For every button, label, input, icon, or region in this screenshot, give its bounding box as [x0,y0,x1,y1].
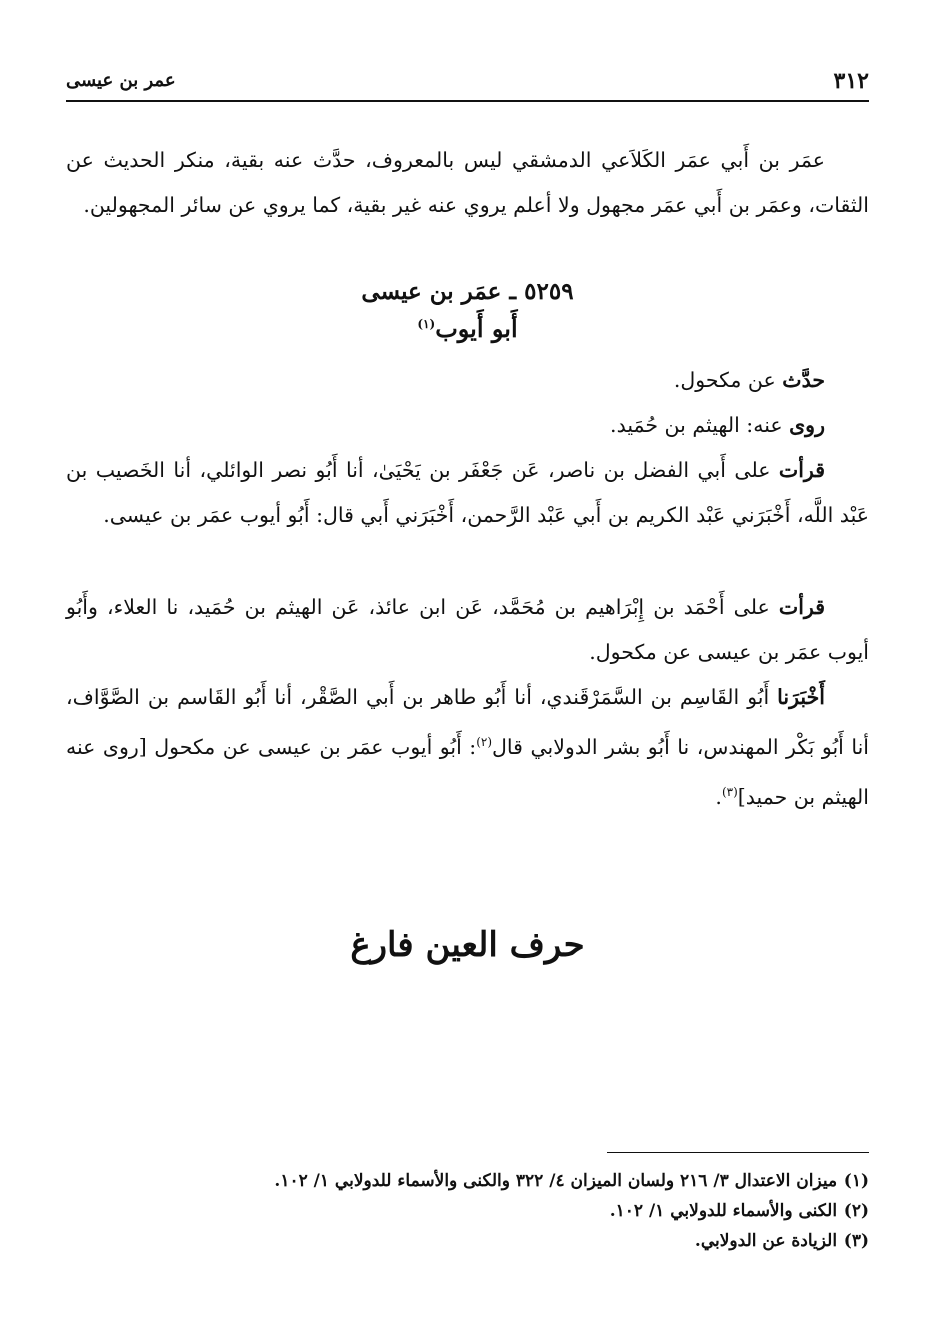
entry-paragraph-3 [66,448,869,538]
keyword-haddatha: حدَّث [782,368,825,392]
section-heading: حرف العين فارغ [350,925,585,965]
footnote-1 [66,1166,869,1196]
entry-title: ٥٢٥٩ ـ عمَر بن عيسى [361,278,574,305]
paragraph-text: أَبُو القَاسِم بن السَّمَرْقَندي، أنا أَبُو طاهر بن أَبي الصَّقْر، أنا أَبُو القَاسم بن الصَّوَّاف، أنا أَبُو بَكْر المهندس، نا أَبُو بشر الدولابي قال [66,685,869,759]
footnote-ref-1: (١) [417,317,436,331]
keyword-qaratu: قرأت [778,458,825,482]
footnote-text: ميزان الاعتدال ٣/ ٢١٦ ولسان الميزان ٤/ ٣٢٢ والكنى والأسماء للدولابي ١/ ١٠٢. [274,1171,838,1191]
footnote-3 [66,1226,869,1256]
entry-kunya [66,314,869,343]
footnote-mark: (١) [843,1171,869,1191]
entry-paragraph-4 [66,585,869,675]
footnotes [66,1166,869,1256]
page-header [66,66,869,102]
kunya-text: أَبو أَيوب [435,314,518,343]
paragraph-text: . [715,784,722,809]
paragraph-text: على أَحْمَد بن إِبْرَاهيم بن مُحَمَّد، عَن ابن عائذ، عَن الهيثم بن حُمَيد، نا العلاء، وأَبُو أيوب عمَر بن عيسى عن مكحول. [66,595,869,664]
footnote-divider [607,1152,869,1153]
entry-paragraph-2 [66,403,869,448]
footnote-text: الكنى والأسماء للدولابي ١/ ١٠٢. [609,1201,838,1221]
entry-paragraph-5 [66,675,869,820]
footnote-mark: (٢) [843,1201,869,1221]
footnote-mark: (٣) [843,1231,869,1251]
continuation-paragraph: عمَر بن أَبي عمَر الكَلاَعي الدمشقي ليس بالمعروف، حدَّث عنه بقية، منكر الحديث عن الثقات، وعمَر بن أَبي عمَر مجهول ولا أعلم يروي عنه غير بقية، كما يروي عن سائر المجهولين. [66,148,869,217]
footnote-ref-3: (٣) [721,784,738,799]
paragraph-text: عنه: الهيثم بن حُمَيد. [610,413,790,437]
keyword-akhbarana: أَخْبَرَنا [777,685,825,709]
running-title: عمر بن عيسى [66,70,176,91]
page-number: ٣١٢ [833,68,869,94]
paragraph-text: على أَبي الفضل بن ناصر، عَن جَعْفَر بن يَحْيَىٰ، أنا أَبُو نصر الوائلي، أنا الخَصيب بن عَبْد اللَّه، أَخْبَرَني عَبْد الكريم بن أَبي عَبْد الرَّحمن، أَخْبَرَني أَبي قال: أَبُو أيوب عمَر بن عيسى. [66,458,869,527]
footnote-text: الزيادة عن الدولابي. [694,1231,838,1251]
footnote-2 [66,1196,869,1226]
paragraph-text: عن مكحول. [673,368,783,392]
keyword-rawa: روى [789,413,825,437]
paragraph-text: : أَبُو أيوب عمَر بن عيسى عن مكحول [روى عنه الهيثم بن حميد] [66,734,869,809]
entry-paragraph-1 [66,358,869,403]
footnote-ref-2: (٢) [476,735,493,749]
keyword-qaratu: قرأت [778,595,825,619]
